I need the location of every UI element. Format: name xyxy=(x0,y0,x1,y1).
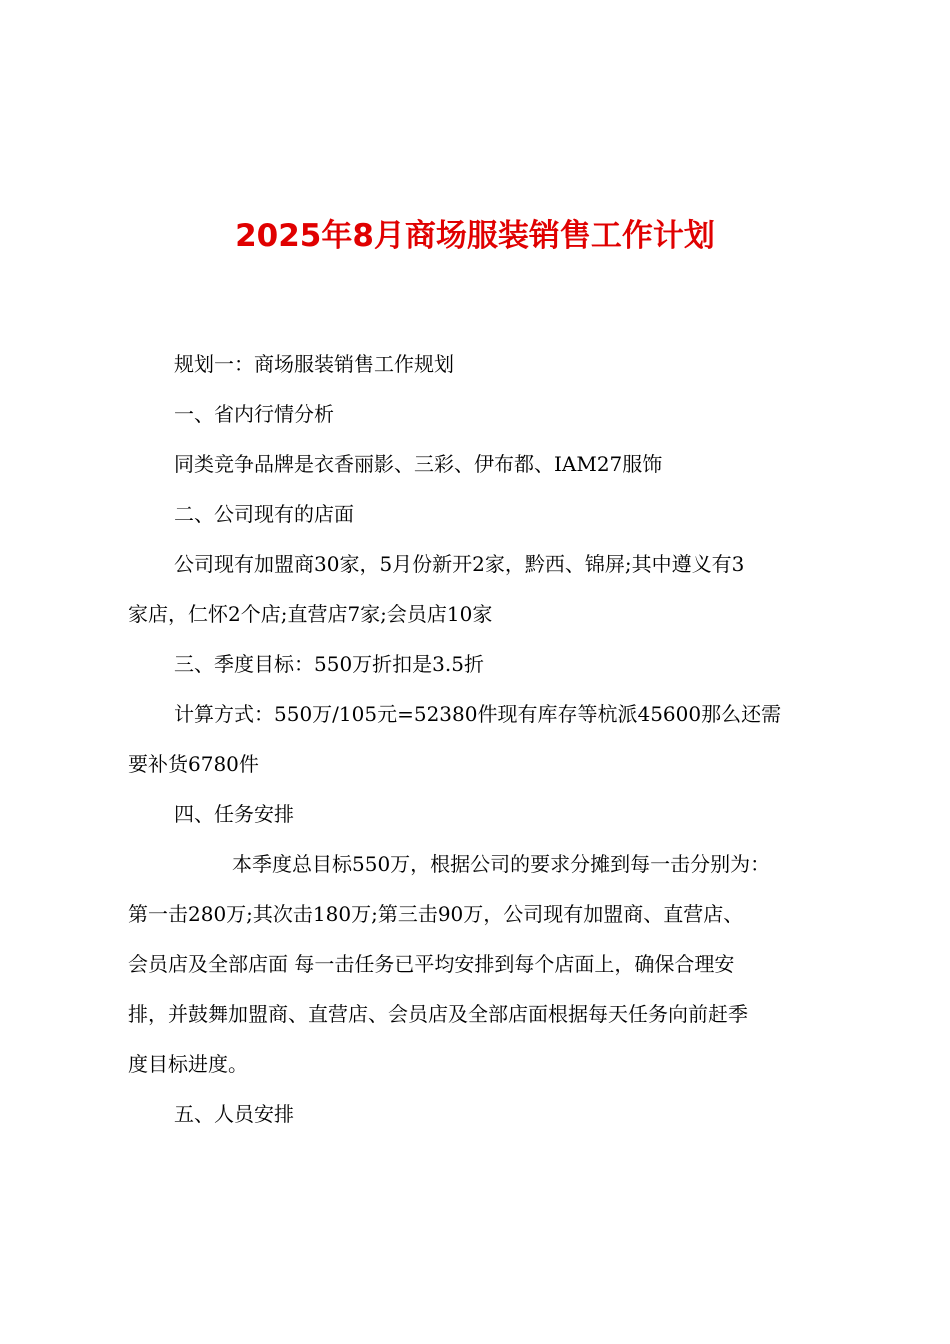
section-heading-plan-one: 规划一：商场服装销售工作规划 xyxy=(174,352,454,376)
document-body xyxy=(128,339,838,1139)
paragraph-tasks-line-2: 第一击280万;其次击180万;第三击90万，公司现有加盟商、直营店、 xyxy=(128,902,744,926)
paragraph-tasks-line-5: 度目标进度。 xyxy=(128,1052,248,1076)
paragraph-tasks-line-3: 会员店及全部店面 每一击任务已平均安排到每个店面上，确保合理安 xyxy=(128,952,735,976)
paragraph-competitors: 同类竞争品牌是衣香丽影、三彩、伊布都、IAM27服饰 xyxy=(174,452,663,476)
paragraph-tasks-line-4: 排，并鼓舞加盟商、直营店、会员店及全部店面根据每天任务向前赶季 xyxy=(128,1002,748,1026)
paragraph-stores-line-2: 家店，仁怀2个店;直营店7家;会员店10家 xyxy=(128,602,493,626)
section-heading-stores: 二、公司现有的店面 xyxy=(174,502,354,526)
paragraph-calculation-line-2: 要补货6780件 xyxy=(128,752,259,776)
paragraph-calculation-line-1: 计算方式：550万/105元=52380件现有库存等杭派45600那么还需 xyxy=(174,702,782,726)
section-heading-task-arrangement: 四、任务安排 xyxy=(174,802,294,826)
paragraph-tasks-line-1: 本季度总目标550万，根据公司的要求分摊到每一击分别为： xyxy=(232,852,771,876)
section-heading-quarter-target: 三、季度目标：550万折扣是3.5折 xyxy=(174,652,484,676)
section-heading-market-analysis: 一、省内行情分析 xyxy=(174,402,334,426)
paragraph-stores-line-1: 公司现有加盟商30家，5月份新开2家，黔西、锦屏;其中遵义有3 xyxy=(174,552,745,576)
section-heading-staffing: 五、人员安排 xyxy=(174,1102,294,1126)
document-title: 2025年8月商场服装销售工作计划 xyxy=(235,218,715,254)
